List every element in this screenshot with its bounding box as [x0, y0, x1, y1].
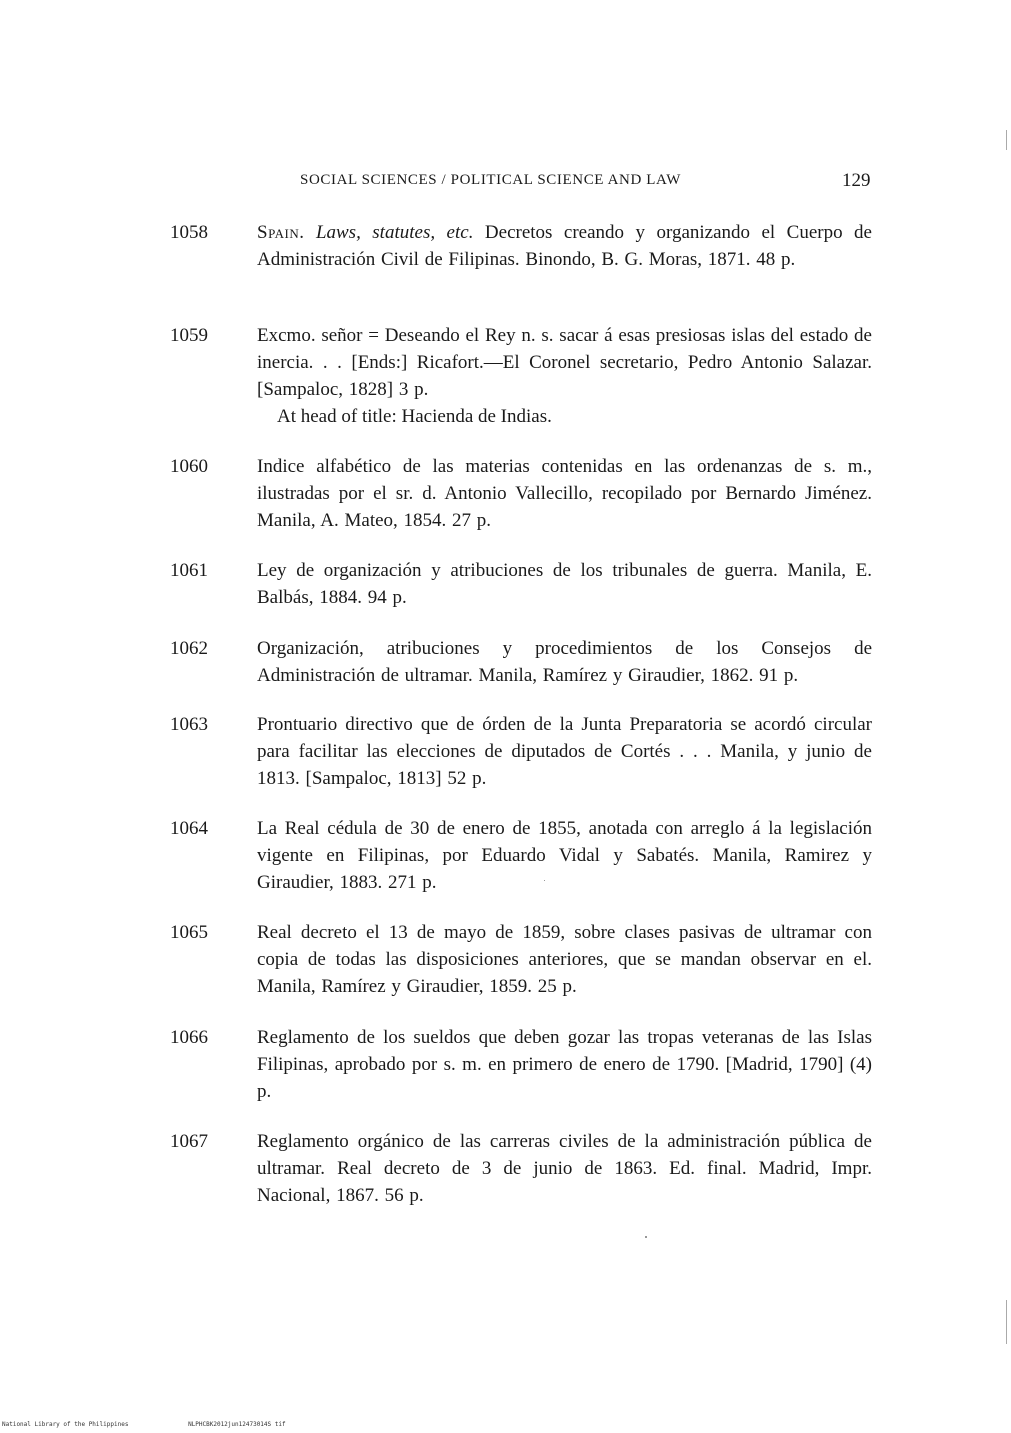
entry-1067 [170, 1128, 872, 1209]
entry-number: 1058 [170, 222, 208, 243]
entry-text: Reglamento de los sueldos que deben gozar las tropas veteranas de las Islas Filipinas, aprobado por s. m. en primero de enero de 1790. [Madrid, 1790] (4) p. [257, 1027, 872, 1102]
scan-speck [544, 880, 545, 881]
entry-1061 [170, 557, 872, 611]
entry-1066 [170, 1024, 872, 1105]
entry-text: Indice alfabético de las materias contenidas en las ordenanzas de s. m., ilustradas por el sr. d. Antonio Vallecillo, recopilado por Bernardo Jiménez. Manila, A. Mateo, 1854. 27 p. [257, 456, 872, 531]
entry-text: Ley de organización y atribuciones de los tribunales de guerra. Manila, E. Balbás, 1884. 94 p. [257, 560, 872, 608]
entry-number: 1066 [170, 1027, 208, 1048]
entry-number: 1065 [170, 922, 208, 943]
entry-number: 1063 [170, 714, 208, 735]
entry-number: 1060 [170, 456, 208, 477]
footer-file-id: NLPHCBK2012jun12473014S tif [188, 1421, 286, 1428]
entry-number: 1064 [170, 818, 208, 839]
entry-number: 1067 [170, 1131, 208, 1152]
scan-edge-mark [1006, 130, 1007, 150]
entry-text: Prontuario directivo que de órden de la Junta Preparatoria se acordó circular para facilitar las elecciones de diputados de Cortés . . . Manila, y junio de 1813. [Sampaloc, 1813] 52 p. [257, 714, 872, 789]
entry-text: Excmo. señor = Deseando el Rey n. s. sacar á esas presiosas islas del estado de inercia. . . [Ends:] Ricafort.—El Coronel secretario, Pedro Antonio Salazar. [Sampaloc, 1828] 3 p. [257, 325, 872, 400]
entry-1063 [170, 711, 872, 792]
footer-library: National Library of the Philippines [2, 1421, 129, 1428]
scan-speck [645, 1236, 647, 1238]
entry-number: 1062 [170, 638, 208, 659]
running-head: SOCIAL SCIENCES / POLITICAL SCIENCE AND LAW [300, 172, 681, 188]
entry-text: Reglamento orgánico de las carreras civiles de la administración pública de ultramar. Real decreto de 3 de junio de 1863. Ed. final. Madrid, Impr. Nacional, 1867. 56 p. [257, 1131, 872, 1206]
entry-heading-uniform-title: Laws, statutes, etc. [315, 222, 474, 243]
entry-1065 [170, 919, 872, 1000]
entry-body: Decretos creando y organizando el Cuerpo de Administración Civil de Filipinas. Binondo, B. G. Moras, 1871. 48 p. [257, 222, 872, 270]
entry-note: At head of title: Hacienda de Indias. [277, 406, 552, 427]
entry-1058 [170, 219, 872, 273]
page-number: 129 [842, 170, 871, 191]
entry-1059 [170, 322, 872, 430]
entry-text [257, 219, 872, 273]
entry-1060 [170, 453, 872, 534]
entry-1064 [170, 815, 872, 896]
entry-text: La Real cédula de 30 de enero de 1855, anotada con arreglo á la legislación vigente en Filipinas, por Eduardo Vidal y Sabatés. Manila, Ramirez y Giraudier, 1883. 271 p. [257, 818, 872, 893]
entry-text: Real decreto el 13 de mayo de 1859, sobre clases pasivas de ultramar con copia de todas las disposiciones anteriores, que se mandan observar en el. Manila, Ramírez y Giraudier, 1859. 25 p. [257, 922, 872, 997]
entry-number: 1061 [170, 560, 208, 581]
scan-footer-stamp [2, 1421, 342, 1428]
entry-heading-author: Spain. [257, 222, 305, 243]
entry-number: 1059 [170, 325, 208, 346]
entry-text: Organización, atribuciones y procedimientos de los Consejos de Administración de ultramar. Manila, Ramírez y Giraudier, 1862. 91 p. [257, 638, 872, 686]
entry-1062 [170, 635, 872, 689]
scan-edge-mark [1006, 1300, 1007, 1344]
